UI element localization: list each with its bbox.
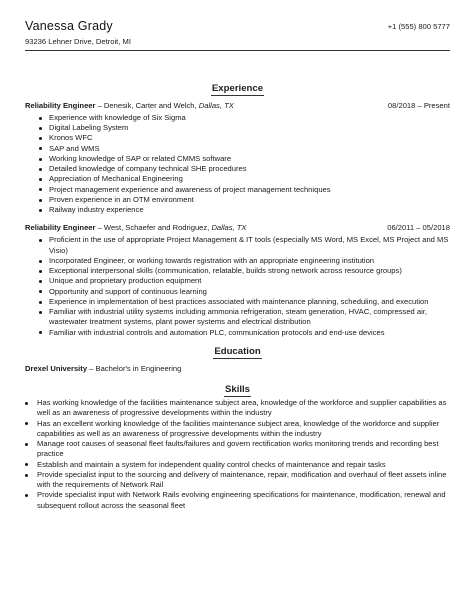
candidate-name: Vanessa Grady xyxy=(25,19,113,33)
list-item: Working knowledge of SAP or related CMMS software xyxy=(39,154,450,164)
job-header xyxy=(25,223,450,234)
list-item: Exceptional interpersonal skills (communication, relatable, builds strong network across resource groups) xyxy=(39,266,450,276)
skills-list xyxy=(25,398,450,511)
list-item: Project management experience and awareness of project management techniques xyxy=(39,185,450,195)
list-item: Digital Labeling System xyxy=(39,123,450,133)
list-item: Incorporated Engineer, or working towards registration with an appropriate engineering institution xyxy=(39,256,450,266)
list-item: Opportunity and support of continuous learning xyxy=(39,287,450,297)
list-item: Has an excellent working knowledge of the facilities maintenance subject area, knowledge of the workforce and supplier capabilities as well as an awareness of progressive developments within the industry xyxy=(25,419,450,440)
list-item: Provide specialist input with Network Rails evolving engineering specifications for maintenance, modification, renewal and subsequent rollout across the seasonal fleet xyxy=(25,490,450,511)
list-item: Familiar with industrial utility systems including ammonia refrigeration, steam generation, HVAC, compressed air, wastewater treatment systems, plant power systems and electrical distribution xyxy=(39,307,450,328)
list-item: Appreciation of Mechanical Engineering xyxy=(39,174,450,184)
job-company: – Denesik, Carter and Welch, xyxy=(95,100,199,110)
job-dates: 06/2011 – 05/2018 xyxy=(387,223,450,233)
job-bullet-list xyxy=(25,235,450,338)
list-item: Manage root causes of seasonal fleet faults/failures and govern rectification works monitoring trends and recording best practice xyxy=(25,439,450,460)
list-item: Unique and proprietary production equipment xyxy=(39,276,450,286)
job-entry xyxy=(25,223,450,338)
list-item: Detailed knowledge of company technical SHE procedures xyxy=(39,164,450,174)
job-location: Dallas, TX xyxy=(198,100,234,110)
skills-heading: Skills xyxy=(224,384,251,396)
job-entry xyxy=(25,101,450,216)
education-heading: Education xyxy=(214,345,261,357)
school-name: Drexel University xyxy=(25,363,88,373)
list-item: Familiar with industrial controls and automation PLC, communication protocols and end-use devices xyxy=(39,328,450,338)
job-role: Reliability Engineer xyxy=(25,100,96,110)
phone-number: +1 (555) 800 5777 xyxy=(387,22,450,31)
degree: – Bachelor's in Engineering xyxy=(87,363,182,373)
list-item: Experience with knowledge of Six Sigma xyxy=(39,113,450,123)
job-company: – West, Schaefer and Rodriguez, xyxy=(95,223,212,233)
list-item: Proficient in the use of appropriate Project Management & IT tools (especially MS Word, MS Excel, MS Project and MS Visio) xyxy=(39,235,450,256)
education-entry xyxy=(25,364,450,374)
job-location: Dallas, TX xyxy=(211,223,247,233)
list-item: Railway industry experience xyxy=(39,205,450,215)
list-item: SAP and WMS xyxy=(39,144,450,154)
list-item: Provide specialist input to the sourcing and delivery of maintenance, repair, modification and overhaul of fleet assets inline with the requirements of Network Rail xyxy=(25,470,450,491)
header-divider xyxy=(25,50,450,51)
list-item: Kronos WFC xyxy=(39,133,450,143)
resume-header xyxy=(25,18,450,52)
job-header xyxy=(25,101,450,112)
list-item: Establish and maintain a system for independent quality control checks of maintenance and repair tasks xyxy=(25,460,450,470)
job-bullet-list xyxy=(25,113,450,216)
job-role: Reliability Engineer xyxy=(25,223,96,233)
address: 93236 Lehner Drive, Detroit, MI xyxy=(25,37,131,46)
experience-heading: Experience xyxy=(211,83,264,94)
list-item: Proven experience in an OTM environment xyxy=(39,195,450,205)
job-dates: 08/2018 – Present xyxy=(387,100,450,110)
list-item: Has working knowledge of the facilities maintenance subject area, knowledge of the workforce and supplier capabilities as well as an awareness of progressive developments within the industry xyxy=(25,398,450,419)
list-item: Experience in implementation of best practices associated with maintenance planning, scheduling, and execution xyxy=(39,297,450,307)
